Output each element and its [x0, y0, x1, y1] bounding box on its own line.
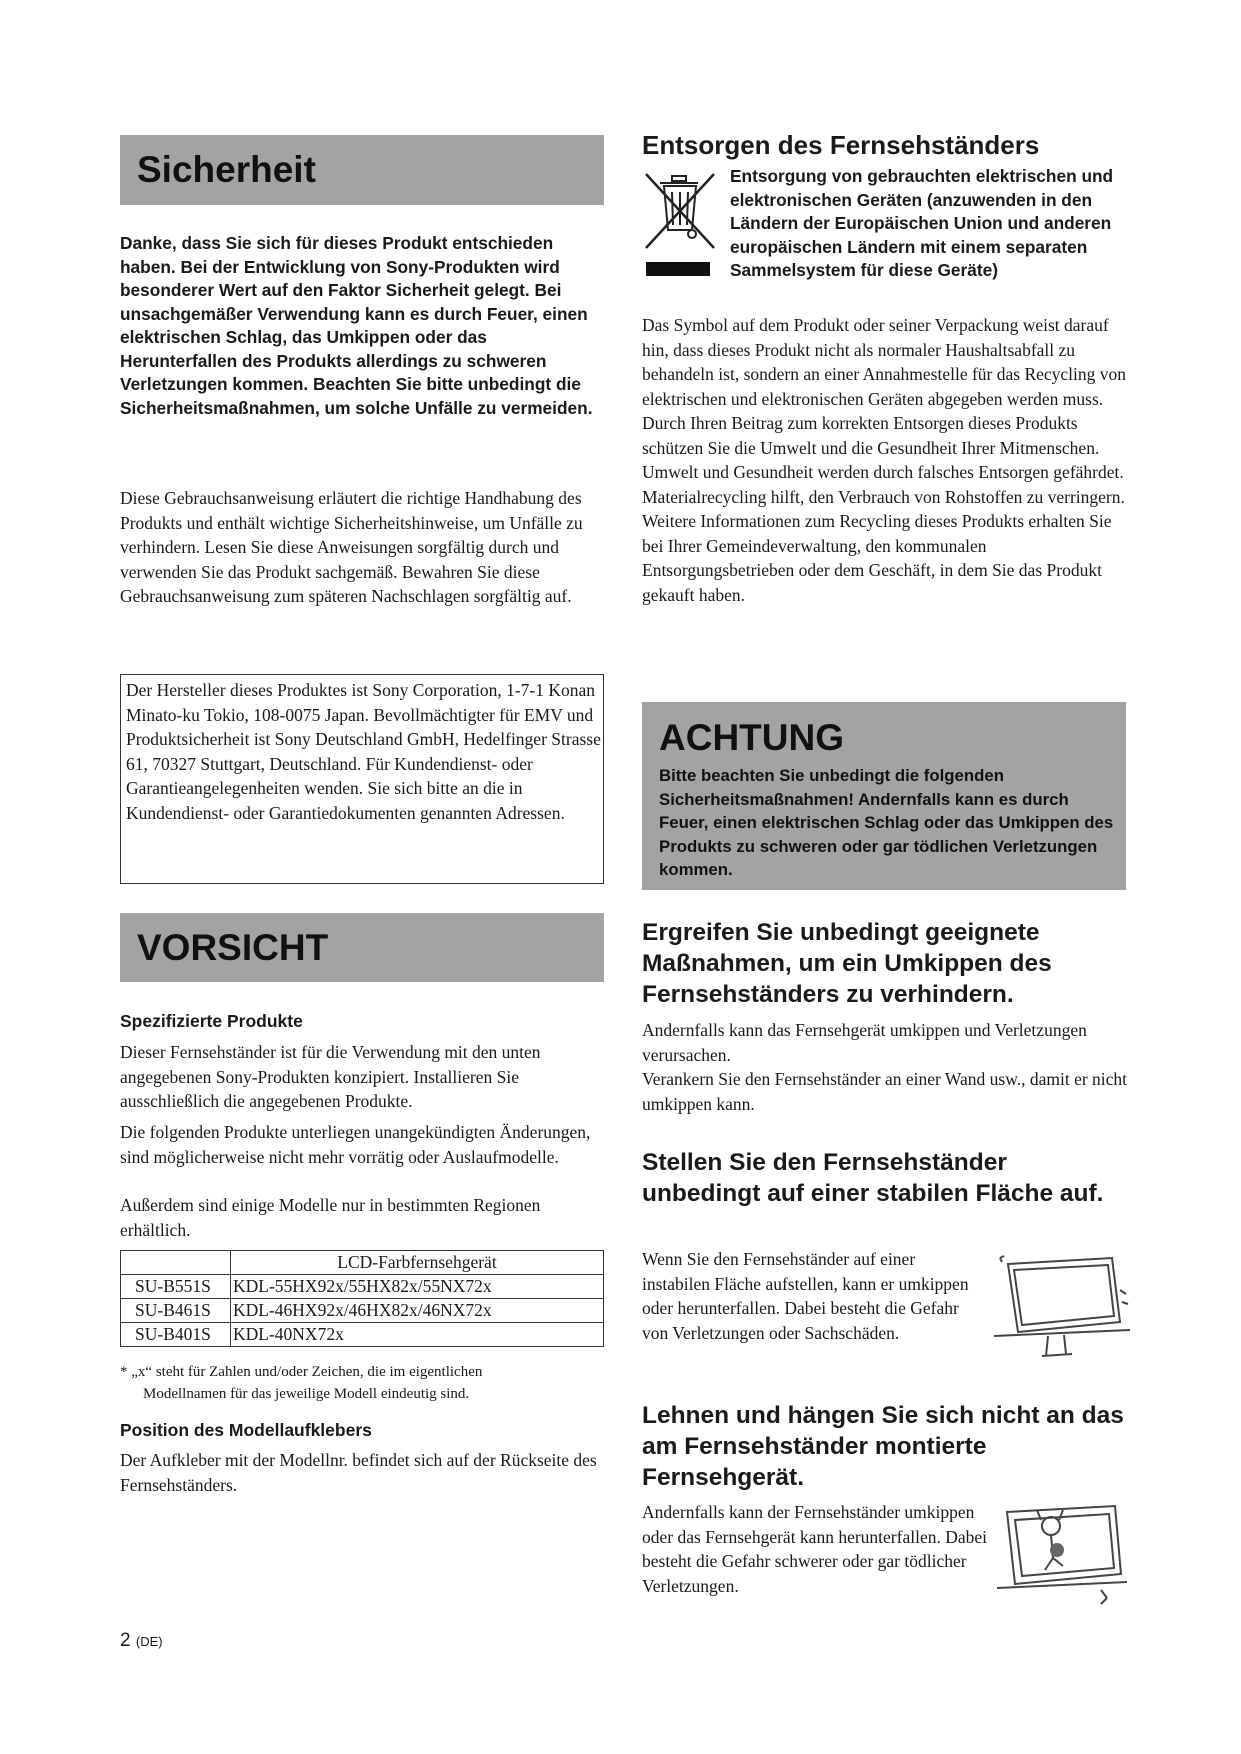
table-row — [121, 1299, 604, 1323]
sicherheit-banner — [120, 135, 604, 205]
table-cell-stand: SU-B401S — [121, 1323, 231, 1347]
table-cell-tv: KDL-55HX92x/55HX82x/55NX72x — [231, 1275, 604, 1299]
sticker-heading: Position des Modellaufklebers — [120, 1420, 372, 1440]
weee-bold-text: Entsorgung von gebrauchten elektrischen und elektronischen Geräten (anzuwenden in den Ländern der Europäischen Union und anderen europäischen Ländern mit einem separaten Sammelsystem für diese Geräte) — [730, 166, 1114, 280]
table-cell-tv: KDL-40NX72x — [231, 1323, 604, 1347]
products-heading: Spezifizierte Produkte — [120, 1011, 303, 1031]
manufacturer-text: Der Hersteller dieses Produktes ist Sony Corporation, 1-7-1 Konan Minato-ku Tokio, 108-0075 Japan. Bevollmächtigter für EMV und Produktsicherheit ist Sony Deutschland GmbH, Hedelfinger Strasse 61, 70327 Stuttgart, Deutschland. Für Kundendienst- oder Garantieangelegenheiten wenden. Sie sich bitte an die in Kundendienst- oder Garantiedokumenten genannten Adressen. — [126, 680, 601, 823]
achtung-text: Bitte beachten Sie unbedingt die folgenden Sicherheitsmaßnahmen! Andernfalls kann es durch Feuer, einen elektrischen Schlag oder das Umkippen des Produkts zu schweren oder gar tödlichen Verletzungen kommen. — [659, 766, 1114, 879]
products-text-3: Außerdem sind einige Modelle nur in bestimmten Regionen erhältlich. — [120, 1195, 541, 1240]
table-cell-stand: SU-B461S — [121, 1299, 231, 1323]
table-cell-stand: SU-B551S — [121, 1275, 231, 1299]
sticker-text: Der Aufkleber mit der Modellnr. befindet sich auf der Rückseite des Fernsehständers. — [120, 1450, 597, 1495]
table-header-row — [121, 1251, 604, 1275]
table-row — [121, 1323, 604, 1347]
table-header-empty — [121, 1251, 231, 1275]
section3-heading: Lehnen und hängen Sie sich nicht an das am Fernsehständer montierte Fernsehgerät. — [642, 1402, 1124, 1491]
footnote-line-2: Modellnamen für das jeweilige Modell eindeutig sind. — [143, 1386, 470, 1402]
entsorgen-title: Entsorgen des Fernsehständers — [642, 130, 1040, 160]
vorsicht-title: VORSICHT — [137, 927, 329, 968]
child-hanging-illustration — [997, 1500, 1127, 1610]
sicherheit-intro-bold: Danke, dass Sie sich für dieses Produkt entschieden haben. Bei der Entwicklung von Sony-Produkten wird besonderer Wert auf den Faktor Sicherheit gelegt. Bei unsachgemäßer Verwendung kann es durch Feuer, einen elektrischen Schlag, das Umkippen oder das Herunterfallen des Produkts allerdings zu schweren Verletzungen kommen. Beachten Sie bitte unbedingt die Sicherheitsmaßnahmen, um solche Unfälle zu vermeiden. — [120, 233, 593, 418]
sicherheit-title: Sicherheit — [137, 149, 316, 190]
tv-tipping-illustration — [994, 1250, 1130, 1365]
vorsicht-banner — [120, 913, 604, 982]
section3-text: Andernfalls kann der Fernsehständer umkippen oder das Fernsehgerät kann herunterfallen. Dabei besteht die Gefahr schwerer oder gar tödlicher Verletzungen. — [642, 1502, 987, 1596]
section1-text-1: Andernfalls kann das Fernsehgerät umkippen und Verletzungen verursachen. — [642, 1020, 1087, 1065]
page-number-value: 2 — [120, 1630, 131, 1651]
achtung-banner — [642, 702, 1126, 890]
manufacturer-box — [120, 674, 604, 884]
page-lang: (DE) — [135, 1634, 163, 1649]
table-row — [121, 1275, 604, 1299]
section1-text-2: Verankern Sie den Fernsehständer an einer Wand usw., damit er nicht umkippen kann. — [642, 1069, 1128, 1114]
achtung-title: ACHTUNG — [659, 717, 844, 758]
products-text-2: Die folgenden Produkte unterliegen unangekündigten Änderungen, sind möglicherweise nicht mehr vorrätig oder Auslaufmodelle. — [120, 1122, 591, 1167]
entsorgen-text: Das Symbol auf dem Produkt oder seiner Verpackung weist darauf hin, dass dieses Produkt nicht als normaler Haushaltsabfall zu behandeln ist, sondern an einer Annahmestelle für das Recycling von elektrischen und elektronischen Geräten abgegeben werden muss. Durch Ihren Beitrag zum korrekten Entsorgen dieses Produkts schützen Sie die Umwelt und die Gesundheit Ihrer Mitmenschen. Umwelt und Gesundheit werden durch falsches Entsorgen gefährdet. Materialrecycling hilft, den Verbrauch von Rohstoffen zu verringern. Weitere Informationen zum Recycling dieses Produkts erhalten Sie bei Ihrer Gemeindeverwaltung, den kommunalen Entsorgungsbetrieben oder dem Geschäft, in dem Sie das Produkt gekauft haben. — [642, 315, 1127, 605]
table-header-cell: LCD-Farbfernsehgerät — [231, 1251, 604, 1275]
footnote-line-1: * „x“ steht für Zahlen und/oder Zeichen, die im eigentlichen — [120, 1364, 483, 1380]
section2-text: Wenn Sie den Fernsehständer auf einer instabilen Fläche aufstellen, kann er umkippen oder herunterfallen. Dabei besteht die Gefahr von Verletzungen oder Sachschäden. — [642, 1249, 969, 1343]
products-text-1: Dieser Fernsehständer ist für die Verwendung mit den unten angegebenen Sony-Produkten konzipiert. Installieren Sie ausschließlich die angegebenen Produkte. — [120, 1042, 541, 1111]
page-number — [120, 1630, 163, 1652]
weee-bin-icon — [642, 170, 718, 280]
section2-heading: Stellen Sie den Fernsehständer unbedingt auf einer stabilen Fläche auf. — [642, 1149, 1104, 1207]
section1-heading: Ergreifen Sie unbedingt geeignete Maßnahmen, um ein Umkippen des Fernsehständers zu verhindern. — [642, 919, 1052, 1008]
sicherheit-intro-text: Diese Gebrauchsanweisung erläutert die richtige Handhabung des Produkts und enthält wichtige Sicherheitshinweise, um Unfälle zu verhindern. Lesen Sie diese Anweisungen sorgfältig durch und verwenden Sie das Produkt sachgemäß. Bewahren Sie diese Gebrauchsanweisung zum späteren Nachschlagen sorgfältig auf. — [120, 488, 583, 606]
table-cell-tv: KDL-46HX92x/46HX82x/46NX72x — [231, 1299, 604, 1323]
models-table — [120, 1250, 604, 1347]
